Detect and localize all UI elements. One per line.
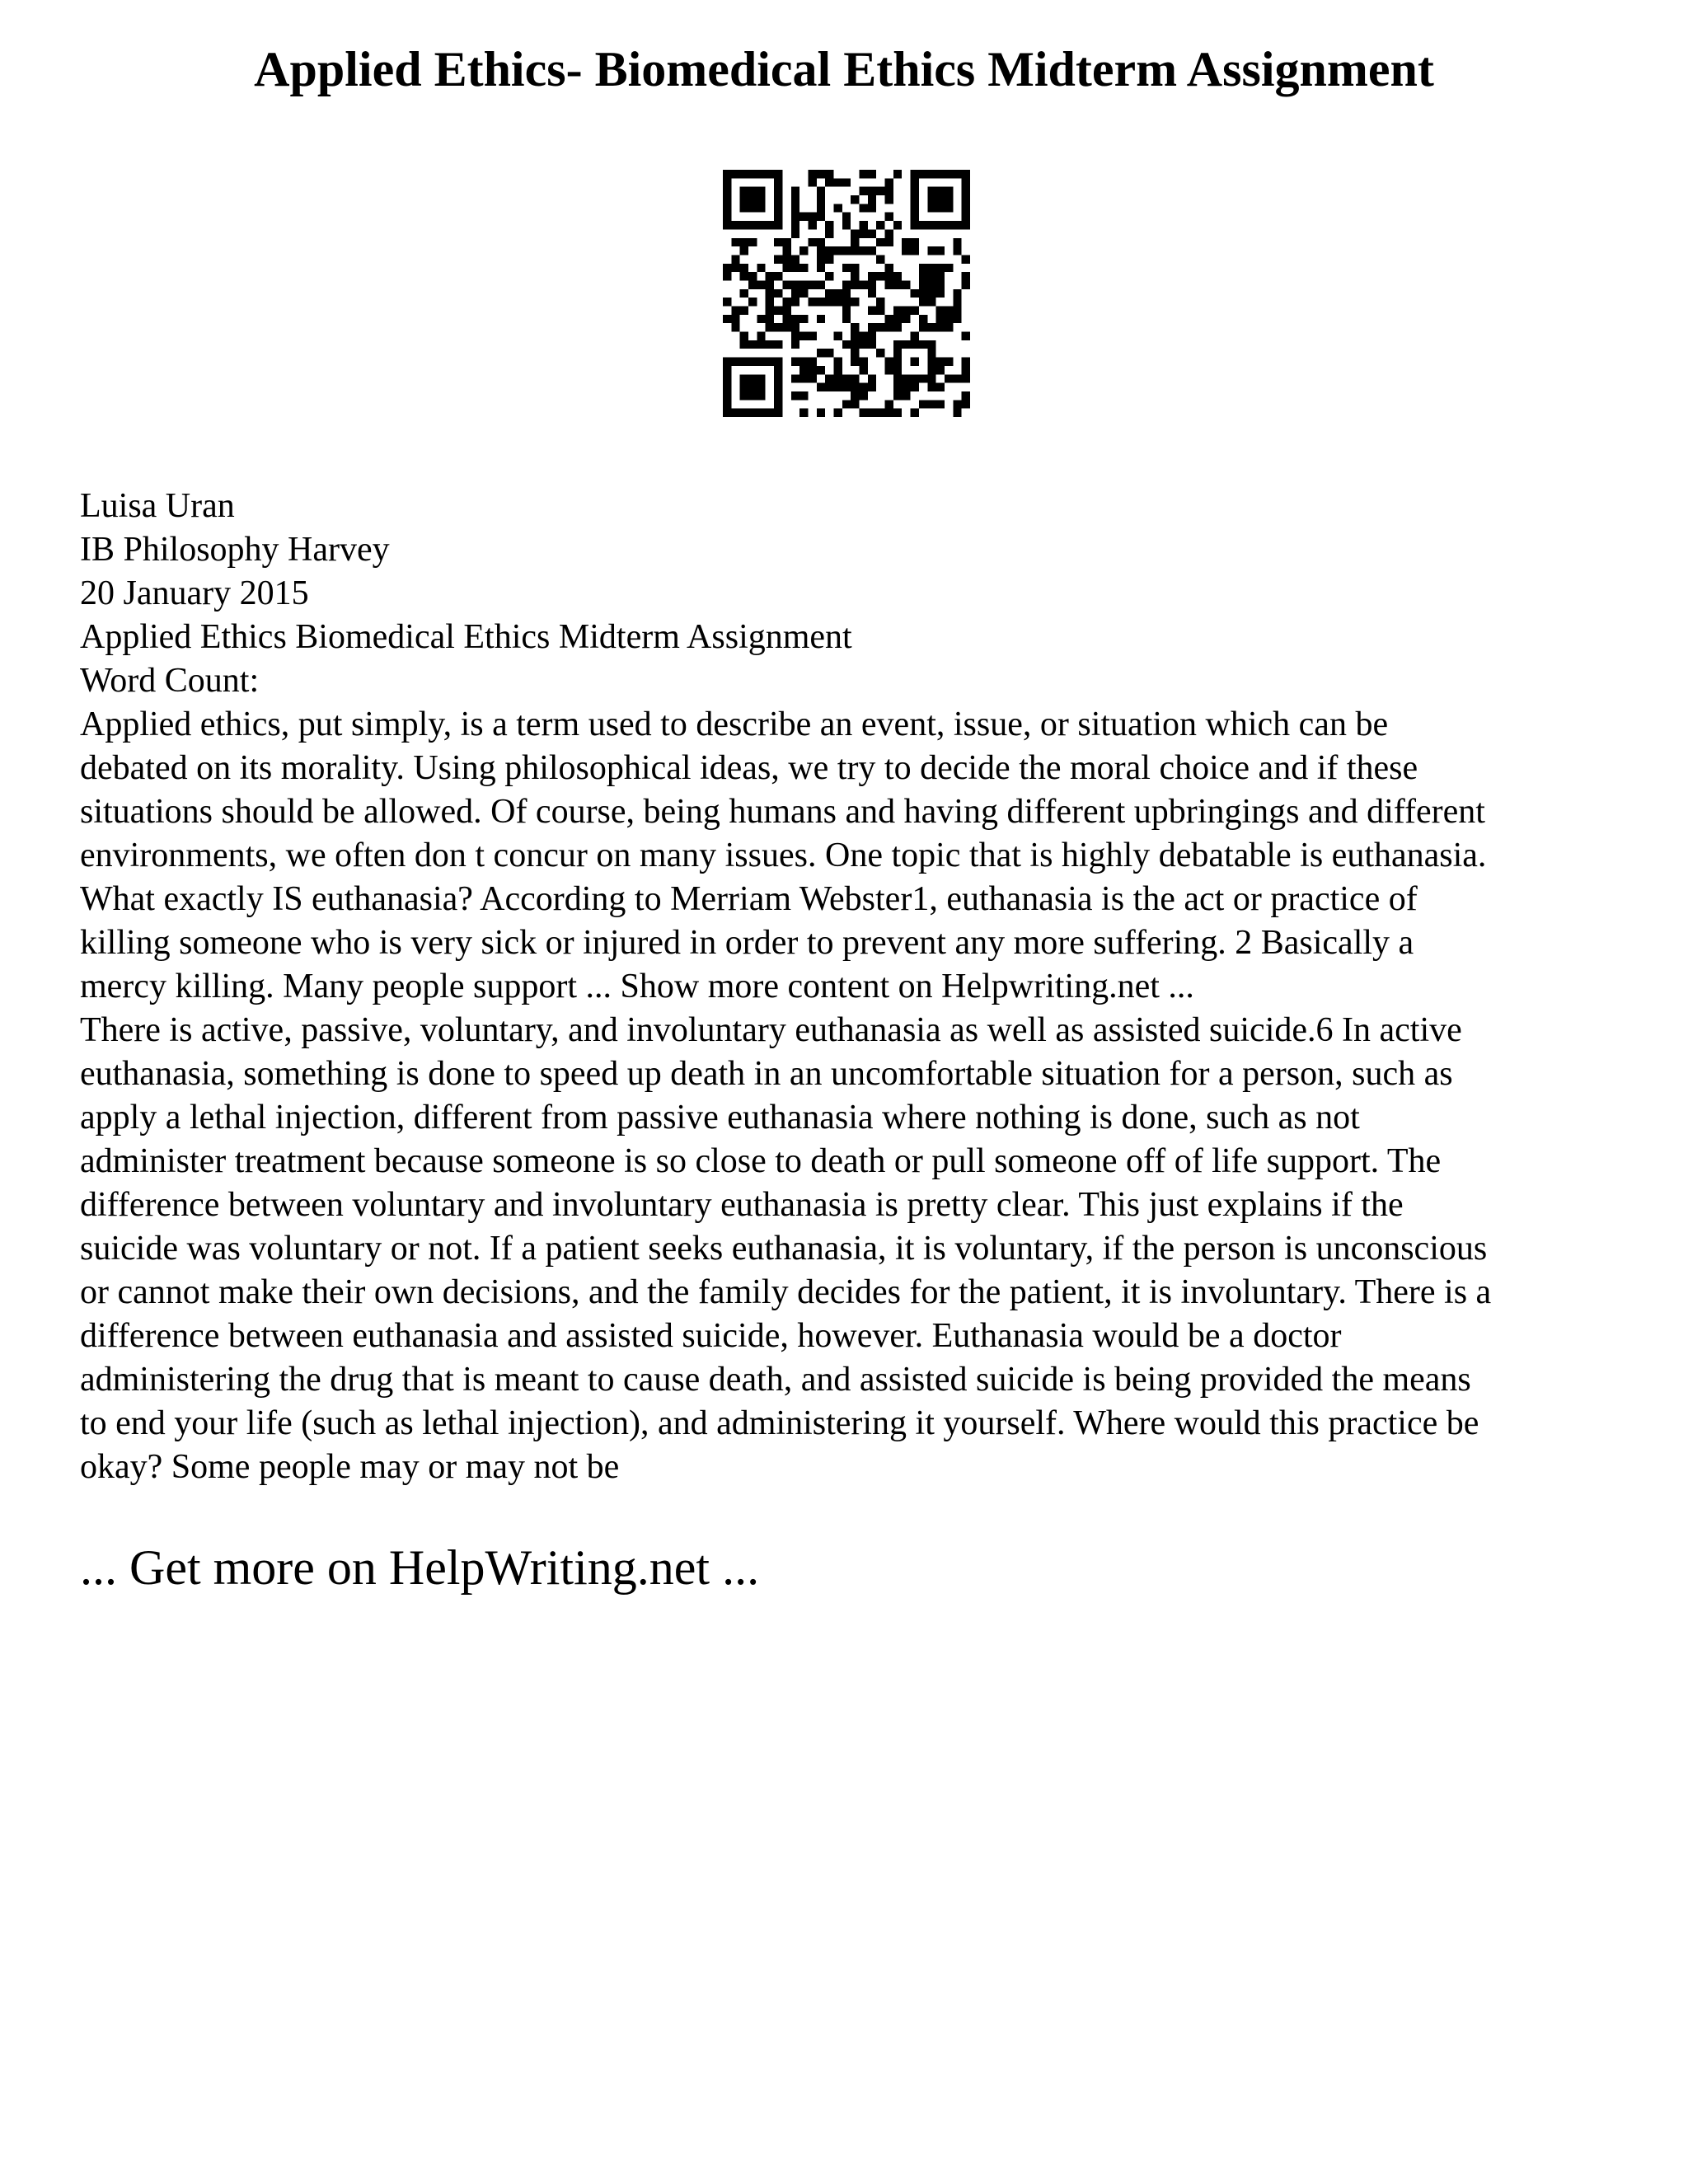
text-line: to end your life (such as lethal injection), and administering it yourself. Where would this practice be bbox=[80, 1404, 1479, 1442]
text-line: euthanasia, something is done to speed up death in an uncomfortable situation for a person, such as bbox=[80, 1055, 1453, 1093]
text-line: Applied ethics, put simply, is a term used to describe an event, issue, or situation which can be bbox=[80, 705, 1389, 743]
word-count-label: Word Count: bbox=[80, 662, 260, 700]
document-title: Applied Ethics- Biomedical Ethics Midterm Assignment bbox=[254, 42, 1434, 96]
assignment-title: Applied Ethics Biomedical Ethics Midterm Assignment bbox=[80, 618, 852, 656]
text-line: difference between voluntary and involuntary euthanasia is pretty clear. This just explains if the bbox=[80, 1186, 1404, 1224]
document-body bbox=[80, 485, 1638, 1489]
text-line: apply a lethal injection, different from passive euthanasia where nothing is done, such as not bbox=[80, 1099, 1360, 1137]
document-date: 20 January 2015 bbox=[80, 574, 309, 612]
text-line: What exactly IS euthanasia? According to Merriam Webster1, euthanasia is the act or practice of bbox=[80, 880, 1418, 918]
text-line: administering the drug that is meant to cause death, and assisted suicide is being provided the means bbox=[80, 1361, 1471, 1399]
course-name: IB Philosophy Harvey bbox=[80, 531, 390, 569]
text-line: difference between euthanasia and assisted suicide, however. Euthanasia would be a doctor bbox=[80, 1317, 1342, 1355]
text-line: okay? Some people may or may not be bbox=[80, 1448, 620, 1486]
text-line: administer treatment because someone is so close to death or pull someone off of life support. The bbox=[80, 1142, 1442, 1180]
text-line: mercy killing. Many people support ... Show more content on Helpwriting.net ... bbox=[80, 968, 1194, 1005]
qr-code-icon bbox=[723, 170, 970, 417]
paragraph-types bbox=[80, 1009, 1638, 1489]
text-line: suicide was voluntary or not. If a patient seeks euthanasia, it is voluntary, if the person is unconscious bbox=[80, 1230, 1488, 1268]
author-name: Luisa Uran bbox=[80, 487, 235, 525]
text-line: situations should be allowed. Of course, being humans and having different upbringings and different bbox=[80, 793, 1485, 831]
get-more-link[interactable]: ... Get more on HelpWriting.net ... bbox=[80, 1540, 760, 1595]
paragraph-intro bbox=[80, 703, 1638, 1009]
text-line: environments, we often don t concur on many issues. One topic that is highly debatable is euthanasia. bbox=[80, 837, 1487, 874]
text-line: There is active, passive, voluntary, and involuntary euthanasia as well as assisted suicide.6 In active bbox=[80, 1011, 1462, 1049]
text-line: killing someone who is very sick or injured in order to prevent any more suffering. 2 Basically a bbox=[80, 924, 1414, 962]
text-line: or cannot make their own decisions, and the family decides for the patient, it is involuntary. There is a bbox=[80, 1273, 1492, 1311]
text-line: debated on its morality. Using philosophical ideas, we try to decide the moral choice and if these bbox=[80, 749, 1418, 787]
